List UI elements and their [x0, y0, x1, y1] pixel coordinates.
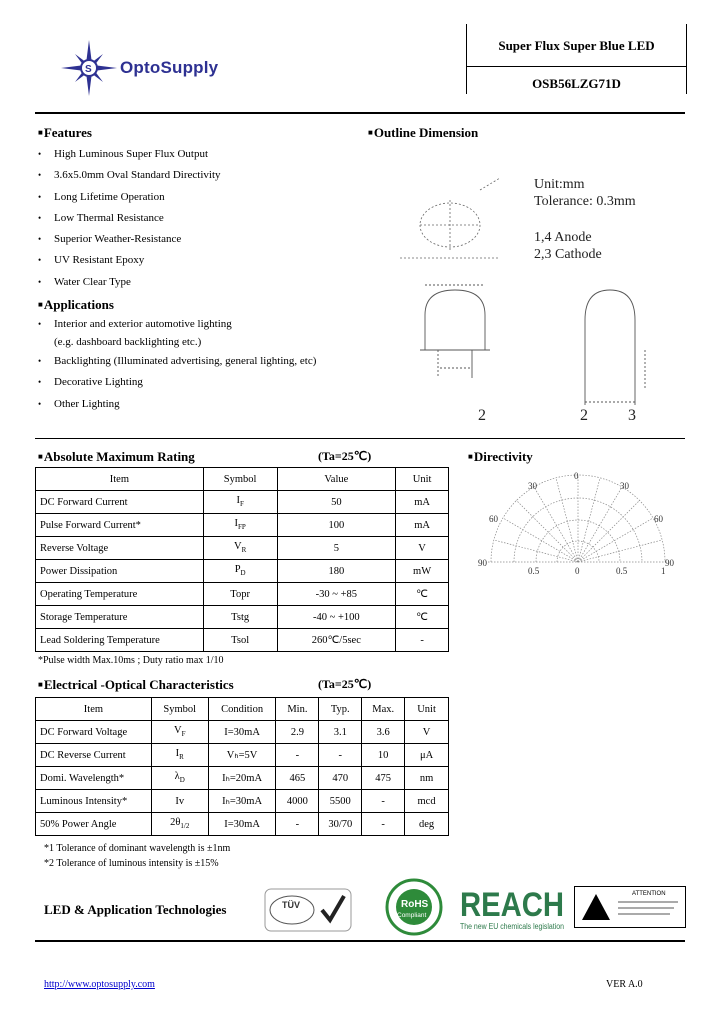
svg-text:TÜV: TÜV	[282, 900, 300, 910]
product-title: Super Flux Super Blue LED	[498, 38, 655, 53]
section-rule	[35, 438, 685, 439]
directivity-angle-label: 0	[574, 471, 579, 481]
table-row: DC Forward Voltage $V_F$ I=30mA 2.9 3.1 3.6 V	[36, 721, 449, 744]
pin-anode: 1,4 Anode	[534, 230, 592, 245]
svg-text:S: S	[85, 64, 92, 75]
directivity-angle-label: 90	[665, 558, 674, 568]
directivity-scale-label: 1	[661, 566, 666, 576]
star-logo-icon	[61, 40, 117, 96]
part-number: OSB56LZG71D	[532, 76, 621, 91]
table-row: Reverse Voltage $V_R$ 5 V	[36, 537, 449, 560]
list-item: (e.g. dashboard backlighting etc.)	[54, 336, 202, 348]
directivity-chart	[478, 470, 678, 580]
outline-heading: ■ Outline Dimension	[368, 125, 478, 141]
list-item: • Interior and exterior automotive lighting	[38, 318, 232, 330]
electro-optical-condition: (Ta=25℃)	[318, 677, 372, 691]
directivity-angle-label: 30	[528, 481, 537, 491]
list-item: • High Luminous Super Flux Output	[38, 148, 209, 160]
directivity-heading: ■ Directivity	[468, 449, 533, 465]
table-row: DC Reverse Current $I_R$ Vₕ=5V - - 10 μA	[36, 744, 449, 767]
svg-text:Compliant: Compliant	[397, 912, 427, 919]
table-header-row: Item Symbol Condition Min. Typ. Max. Unit	[36, 698, 449, 721]
electro-optical-heading: ■ Electrical -Optical Characteristics	[38, 677, 234, 693]
features-list	[38, 144, 221, 293]
pin-label: 3	[628, 407, 636, 424]
header-rule	[35, 112, 685, 114]
rohs-cert-logo	[378, 878, 450, 936]
directivity-scale-label: 0.5	[528, 566, 540, 576]
pin-label: 2	[580, 407, 588, 424]
outline-unit: Unit:mm	[534, 177, 585, 192]
front-view-drawing	[585, 290, 645, 405]
version-label: VER A.0	[606, 979, 643, 990]
side-view-drawing	[420, 285, 490, 378]
outline-drawing	[380, 150, 680, 430]
applications-heading: ■ Applications	[38, 297, 114, 313]
directivity-angle-label: 60	[654, 514, 663, 524]
list-item: • 3.6x5.0mm Oval Standard Directivity	[38, 169, 221, 182]
list-item: • UV Resistant Epoxy	[38, 254, 145, 267]
title-box	[466, 24, 687, 94]
directivity-angle-label: 60	[489, 514, 498, 524]
pin-label: 2	[478, 407, 486, 424]
table-row: 50% Power Angle $2\theta_{1/2}$ I=30mA - 30/70 - deg	[36, 813, 449, 836]
company-name: OptoSupply	[120, 58, 219, 77]
reach-cert-logo	[460, 880, 564, 932]
abs-max-note: *Pulse width Max.10ms ; Duty ratio max 1/10	[38, 655, 224, 666]
directivity-angle-label: 30	[620, 481, 629, 491]
electro-optical-table	[35, 697, 449, 836]
directivity-angle-labels	[478, 471, 675, 568]
list-item: • Long Lifetime Operation	[38, 190, 165, 203]
company-tagline: LED & Application Technologies	[44, 902, 227, 917]
esd-attention-label	[574, 886, 686, 928]
list-item: • Other Lighting	[38, 397, 120, 410]
wavelength-note: *1 Tolerance of dominant wavelength is ±1nm	[44, 843, 231, 854]
table-row: Operating Temperature Topr -30 ~ +85 ℃	[36, 583, 449, 606]
table-row: Luminous Intensity* Iv Iₕ=30mA 4000 5500 - mcd	[36, 790, 449, 813]
tuv-cert-logo	[264, 888, 352, 932]
svg-text:REACH: REACH	[460, 886, 564, 924]
outline-tolerance: Tolerance: 0.3mm	[534, 194, 636, 209]
list-item: • Superior Weather-Resistance	[38, 233, 182, 246]
pin-cathode: 2,3 Cathode	[534, 247, 602, 262]
svg-text:The new EU chemicals legislati: The new EU chemicals legislation	[460, 922, 564, 931]
table-header-row: Item Symbol Value Unit	[36, 468, 449, 491]
abs-max-condition: (Ta=25℃)	[318, 449, 372, 463]
list-item: • Backlighting (Illuminated advertising, general lighting, etc)	[38, 355, 317, 367]
applications-list	[38, 315, 316, 415]
directivity-scale-labels	[528, 566, 666, 576]
abs-max-table	[35, 467, 449, 652]
list-item: • Decorative Lighting	[38, 376, 143, 389]
table-row: Lead Soldering Temperature Tsol 260℃/5sec -	[36, 629, 449, 652]
top-view-drawing	[400, 178, 500, 258]
directivity-scale-label: 0	[575, 566, 580, 576]
footer-rule	[35, 940, 685, 942]
table-row: Power Dissipation $P_D$ 180 mW	[36, 560, 449, 583]
table-row: DC Forward Current $I_F$ 50 mA	[36, 491, 449, 514]
directivity-angle-label: 90	[478, 558, 487, 568]
table-row: Pulse Forward Current* $I_{FP}$ 100 mA	[36, 514, 449, 537]
directivity-scale-label: 0.5	[616, 566, 628, 576]
table-row: Storage Temperature Tstg -40 ~ +100 ℃	[36, 606, 449, 629]
website-link[interactable]: http://www.optosupply.com	[44, 979, 155, 990]
table-row: Domi. Wavelength* $\lambda_D$ Iₕ=20mA 465 470 475 nm	[36, 767, 449, 790]
svg-text:ATTENTION: ATTENTION	[632, 891, 666, 897]
svg-text:RoHS: RoHS	[401, 899, 429, 910]
intensity-note: *2 Tolerance of luminous intensity is ±15%	[44, 858, 219, 869]
features-heading: ■ Features	[38, 125, 92, 141]
polar-grid	[488, 475, 668, 562]
abs-max-heading: ■ Absolute Maximum Rating	[38, 449, 195, 465]
list-item: • Water Clear Type	[38, 275, 131, 288]
list-item: • Low Thermal Resistance	[38, 211, 164, 224]
